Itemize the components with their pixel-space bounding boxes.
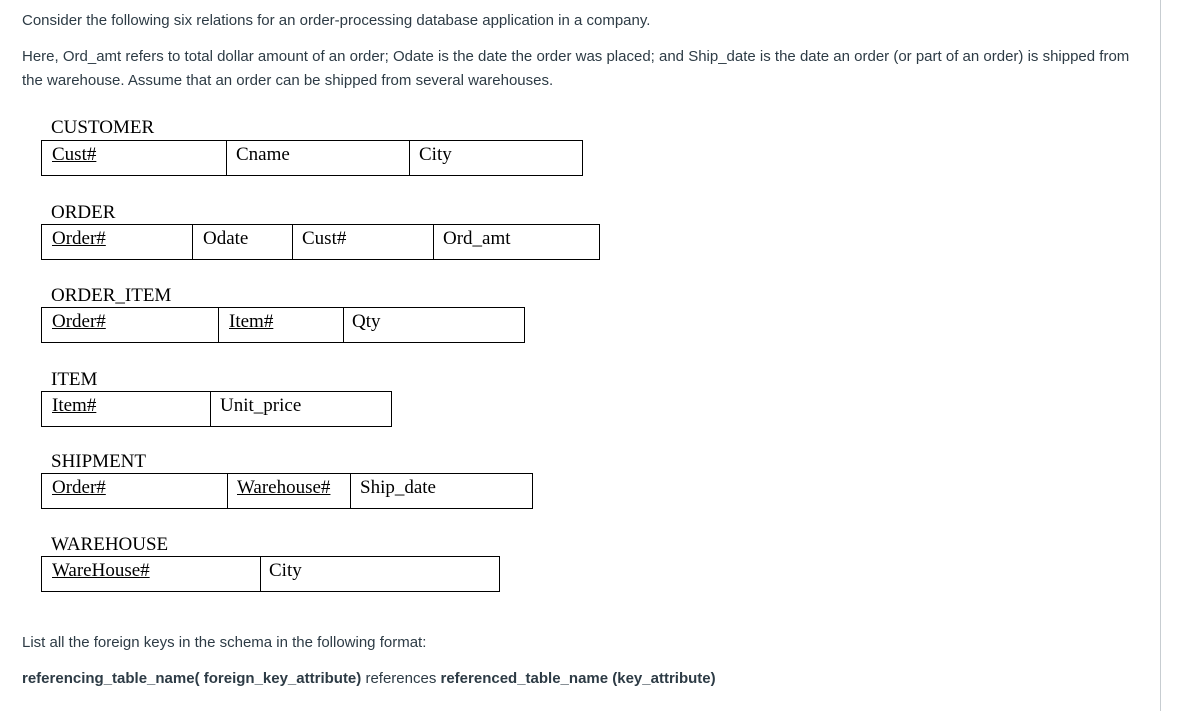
relation-name-order: ORDER — [51, 202, 116, 223]
relation-name-order-item: ORDER_ITEM — [51, 285, 172, 306]
attr-qty: Qty — [343, 308, 524, 342]
relation-name-customer: CUSTOMER — [51, 117, 155, 138]
format-referenced: referenced_table_name (key_attribute) — [440, 670, 716, 687]
relation-customer — [41, 140, 583, 176]
attr-warehouse-no: Warehouse# — [227, 474, 350, 508]
attr-cust-no-fk: Cust# — [292, 225, 433, 259]
attr-odate: Odate — [192, 225, 292, 259]
intro-explanation: Here, Ord_amt refers to total dollar amount of an order; Odate is the date the order was placed; and Ship_date is the date an order (or part of an order) is shipped from the warehouse. Assume that an order can be shipped from several warehouses. — [22, 48, 1130, 89]
relation-name-shipment: SHIPMENT — [51, 451, 147, 472]
relation-name-warehouse: WAREHOUSE — [51, 534, 169, 555]
attr-city: City — [260, 557, 499, 591]
attr-item-no: Item# — [52, 395, 97, 416]
answer-format — [22, 667, 716, 691]
attr-cname: Cname — [226, 141, 409, 175]
relation-shipment — [41, 473, 533, 509]
attr-order-no: Order# — [52, 311, 106, 332]
attr-unit-price: Unit_price — [210, 392, 391, 426]
attr-ship-date: Ship_date — [350, 474, 532, 508]
attr-city: City — [409, 141, 582, 175]
relation-warehouse — [41, 556, 500, 592]
intro-sentence: Consider the following six relations for an order-processing database application in a company. — [22, 12, 651, 29]
format-references-word: references — [361, 670, 441, 687]
relation-name-item: ITEM — [51, 369, 98, 390]
attr-cust-no: Cust# — [52, 144, 97, 165]
attr-order-no: Order# — [52, 477, 106, 498]
attr-item-no: Item# — [218, 308, 343, 342]
relation-order-item — [41, 307, 525, 343]
format-referencing: referencing_table_name( foreign_key_attribute) — [22, 670, 362, 687]
attr-ord-amt: Ord_amt — [433, 225, 599, 259]
relation-order — [41, 224, 600, 260]
attr-warehouse-no: WareHouse# — [52, 560, 150, 581]
content-right-border — [1160, 0, 1161, 711]
question-prompt: List all the foreign keys in the schema in the following format: — [22, 634, 427, 651]
attr-order-no: Order# — [52, 228, 106, 249]
relation-item — [41, 391, 392, 427]
